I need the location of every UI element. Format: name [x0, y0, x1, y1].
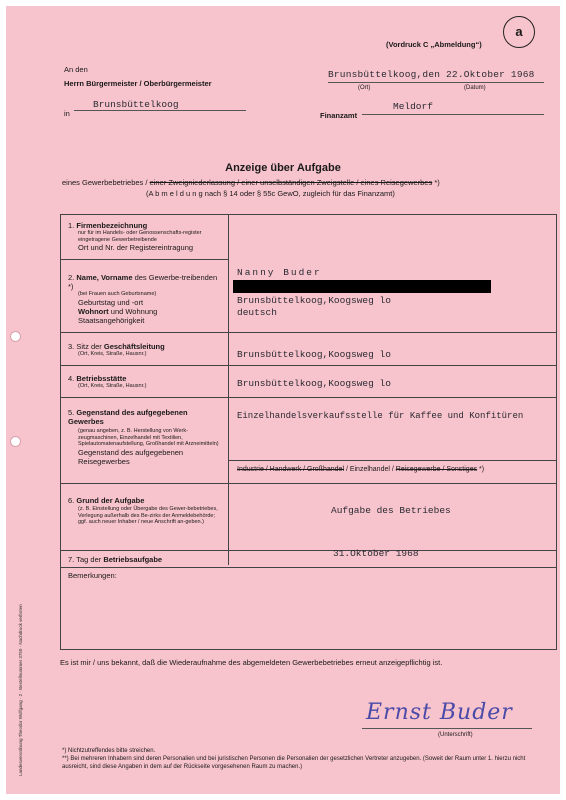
owner-name-value: Nanny Buder — [237, 267, 322, 278]
row-separator-3 — [61, 365, 556, 366]
row-6-label: 6. Grund der Aufgabe (z. B. Einstellung oder Übergabe des Gewer-bebetriebes, Verlegung außerhalb des Be-zirks der Anmeldebehörde; ggf. auch neuer Inhaber / neue Anschrift an-geben.) — [68, 496, 218, 525]
in-value: Brunsbüttelkoog — [93, 99, 179, 110]
recipient-label — [64, 79, 212, 88]
place-date-line — [328, 82, 544, 83]
row-4-label: 4. Betriebsstätte (Ort, Kreis, Straße, Hausnr.) — [68, 374, 147, 389]
owner-address-value: Brunsbüttelkoog,Koogsweg lo — [237, 295, 391, 306]
signature-label: (Unterschrift) — [438, 732, 473, 738]
row-separator-1 — [61, 259, 228, 260]
row-separator-4 — [61, 397, 556, 398]
footnote-1: *) Nichtzutreffendes bitte streichen. — [62, 748, 156, 754]
row-2-label: 2. Name, Vorname des Gewerbe-treibenden *) (bei Frauen auch Geburtsname) Geburtstag und -ort Wohnort und Wohnung Staatsangehörigkeit — [68, 273, 218, 325]
notice-text: Es ist mir / uns bekannt, daß die Wiederaufnahme des abgemeldeten Gewerbebetriebes erneut anzeigepflichtig ist. — [60, 658, 443, 667]
punch-hole-bottom — [10, 436, 21, 447]
signature: Ernst Buder — [366, 700, 513, 725]
remarks-label: Bemerkungen: — [68, 571, 117, 580]
title-line2: (A b m e l d u n g nach § 14 oder § 55c GewO, zugleich für das Finanzamt) — [146, 189, 395, 198]
business-category: Industrie / Handwerk / Großhandel / Einzelhandel / Reisegewerbe / Sonstiges *) — [237, 466, 485, 473]
row-separator-6 — [61, 550, 556, 551]
punch-hole-top — [10, 331, 21, 342]
title-line1: eines Gewerbebetriebes / einer Zweigniederlassung / einer unselbständigen Zweigstelle / eines Reisegewerbes *) — [62, 178, 440, 187]
in-label: in — [64, 109, 70, 118]
side-print: Landesverordnung Theodor Wolfgang · 2 · Bestellnummer 3750 · Nachdruck verboten — [18, 604, 23, 776]
document-title: Anzeige über Aufgabe — [225, 162, 341, 174]
business-premises-value: Brunsbüttelkoog,Koogsweg lo — [237, 378, 391, 389]
finanzamt-value: Meldorf — [393, 101, 433, 112]
finanzamt-label: Finanzamt — [320, 111, 358, 120]
footnote-2: **) Bei mehreren Inhabern sind deren Personalien und bei juristischen Personen die Personalien der gesetzlichen Vertreter anzugeben. (Soweit der Raum unter 1. hierzu nicht ausreicht, sind diese Angaben in dem auf der Rückseite vorgesehenen Raum zu machen.) — [62, 756, 526, 770]
row-separator-2 — [61, 332, 556, 333]
remarks-box — [60, 566, 557, 650]
form-badge: a — [503, 16, 535, 48]
form-title: (Vordruck C „Abmeldung“) — [386, 40, 482, 49]
row-3-label: 3. Sitz der Geschäftsleitung (Ort, Kreis, Straße, Hausnr.) — [68, 342, 165, 357]
form-table — [60, 214, 557, 568]
management-seat-value: Brunsbüttelkoog,Koogsweg lo — [237, 349, 391, 360]
business-subject-value: Einzelhandelsverkaufsstelle für Kaffee und Konfitüren — [237, 411, 524, 421]
ort-label: (Ort) — [358, 85, 371, 91]
category-separator — [228, 460, 556, 461]
form-page — [6, 6, 560, 794]
row-7-label: 7. Tag der Betriebsaufgabe — [68, 555, 163, 564]
redaction-bar — [233, 280, 491, 293]
in-line — [74, 110, 246, 111]
column-divider — [228, 215, 229, 565]
owner-nationality-value: deutsch — [237, 307, 277, 318]
recipient-text: Herrn Bürgermeister / Oberbürgermeister — [64, 79, 212, 88]
finanzamt-line — [362, 114, 544, 115]
datum-label: (Datum) — [464, 85, 486, 91]
row-separator-5 — [61, 483, 556, 484]
closure-date-value: 31.Oktober 1968 — [333, 548, 419, 559]
signature-line — [362, 728, 532, 729]
row-1-label: 1. Firmenbezeichnung nur für im Handels- oder Genossenschafts-register eingetragene Gewerbetreibende Ort und Nr. der Registereintragung — [68, 221, 202, 252]
row-5-label: 5. Gegenstand des aufgegebenen Gewerbes (genau angeben, z. B. Herstellung von Werk-zeugmaschinen, Einzelhandel mit Textilien, Spielautomatenaufstellung, Großhandel mit Arzneimitteln) Gegenstand des aufgegebenen Reisegewerbes — [68, 408, 219, 466]
an-den-label: An den — [64, 65, 88, 74]
place-date-value: Brunsbüttelkoog,den 22.Oktober 1968 — [328, 69, 535, 80]
reason-value: Aufgabe des Betriebes — [331, 505, 451, 516]
